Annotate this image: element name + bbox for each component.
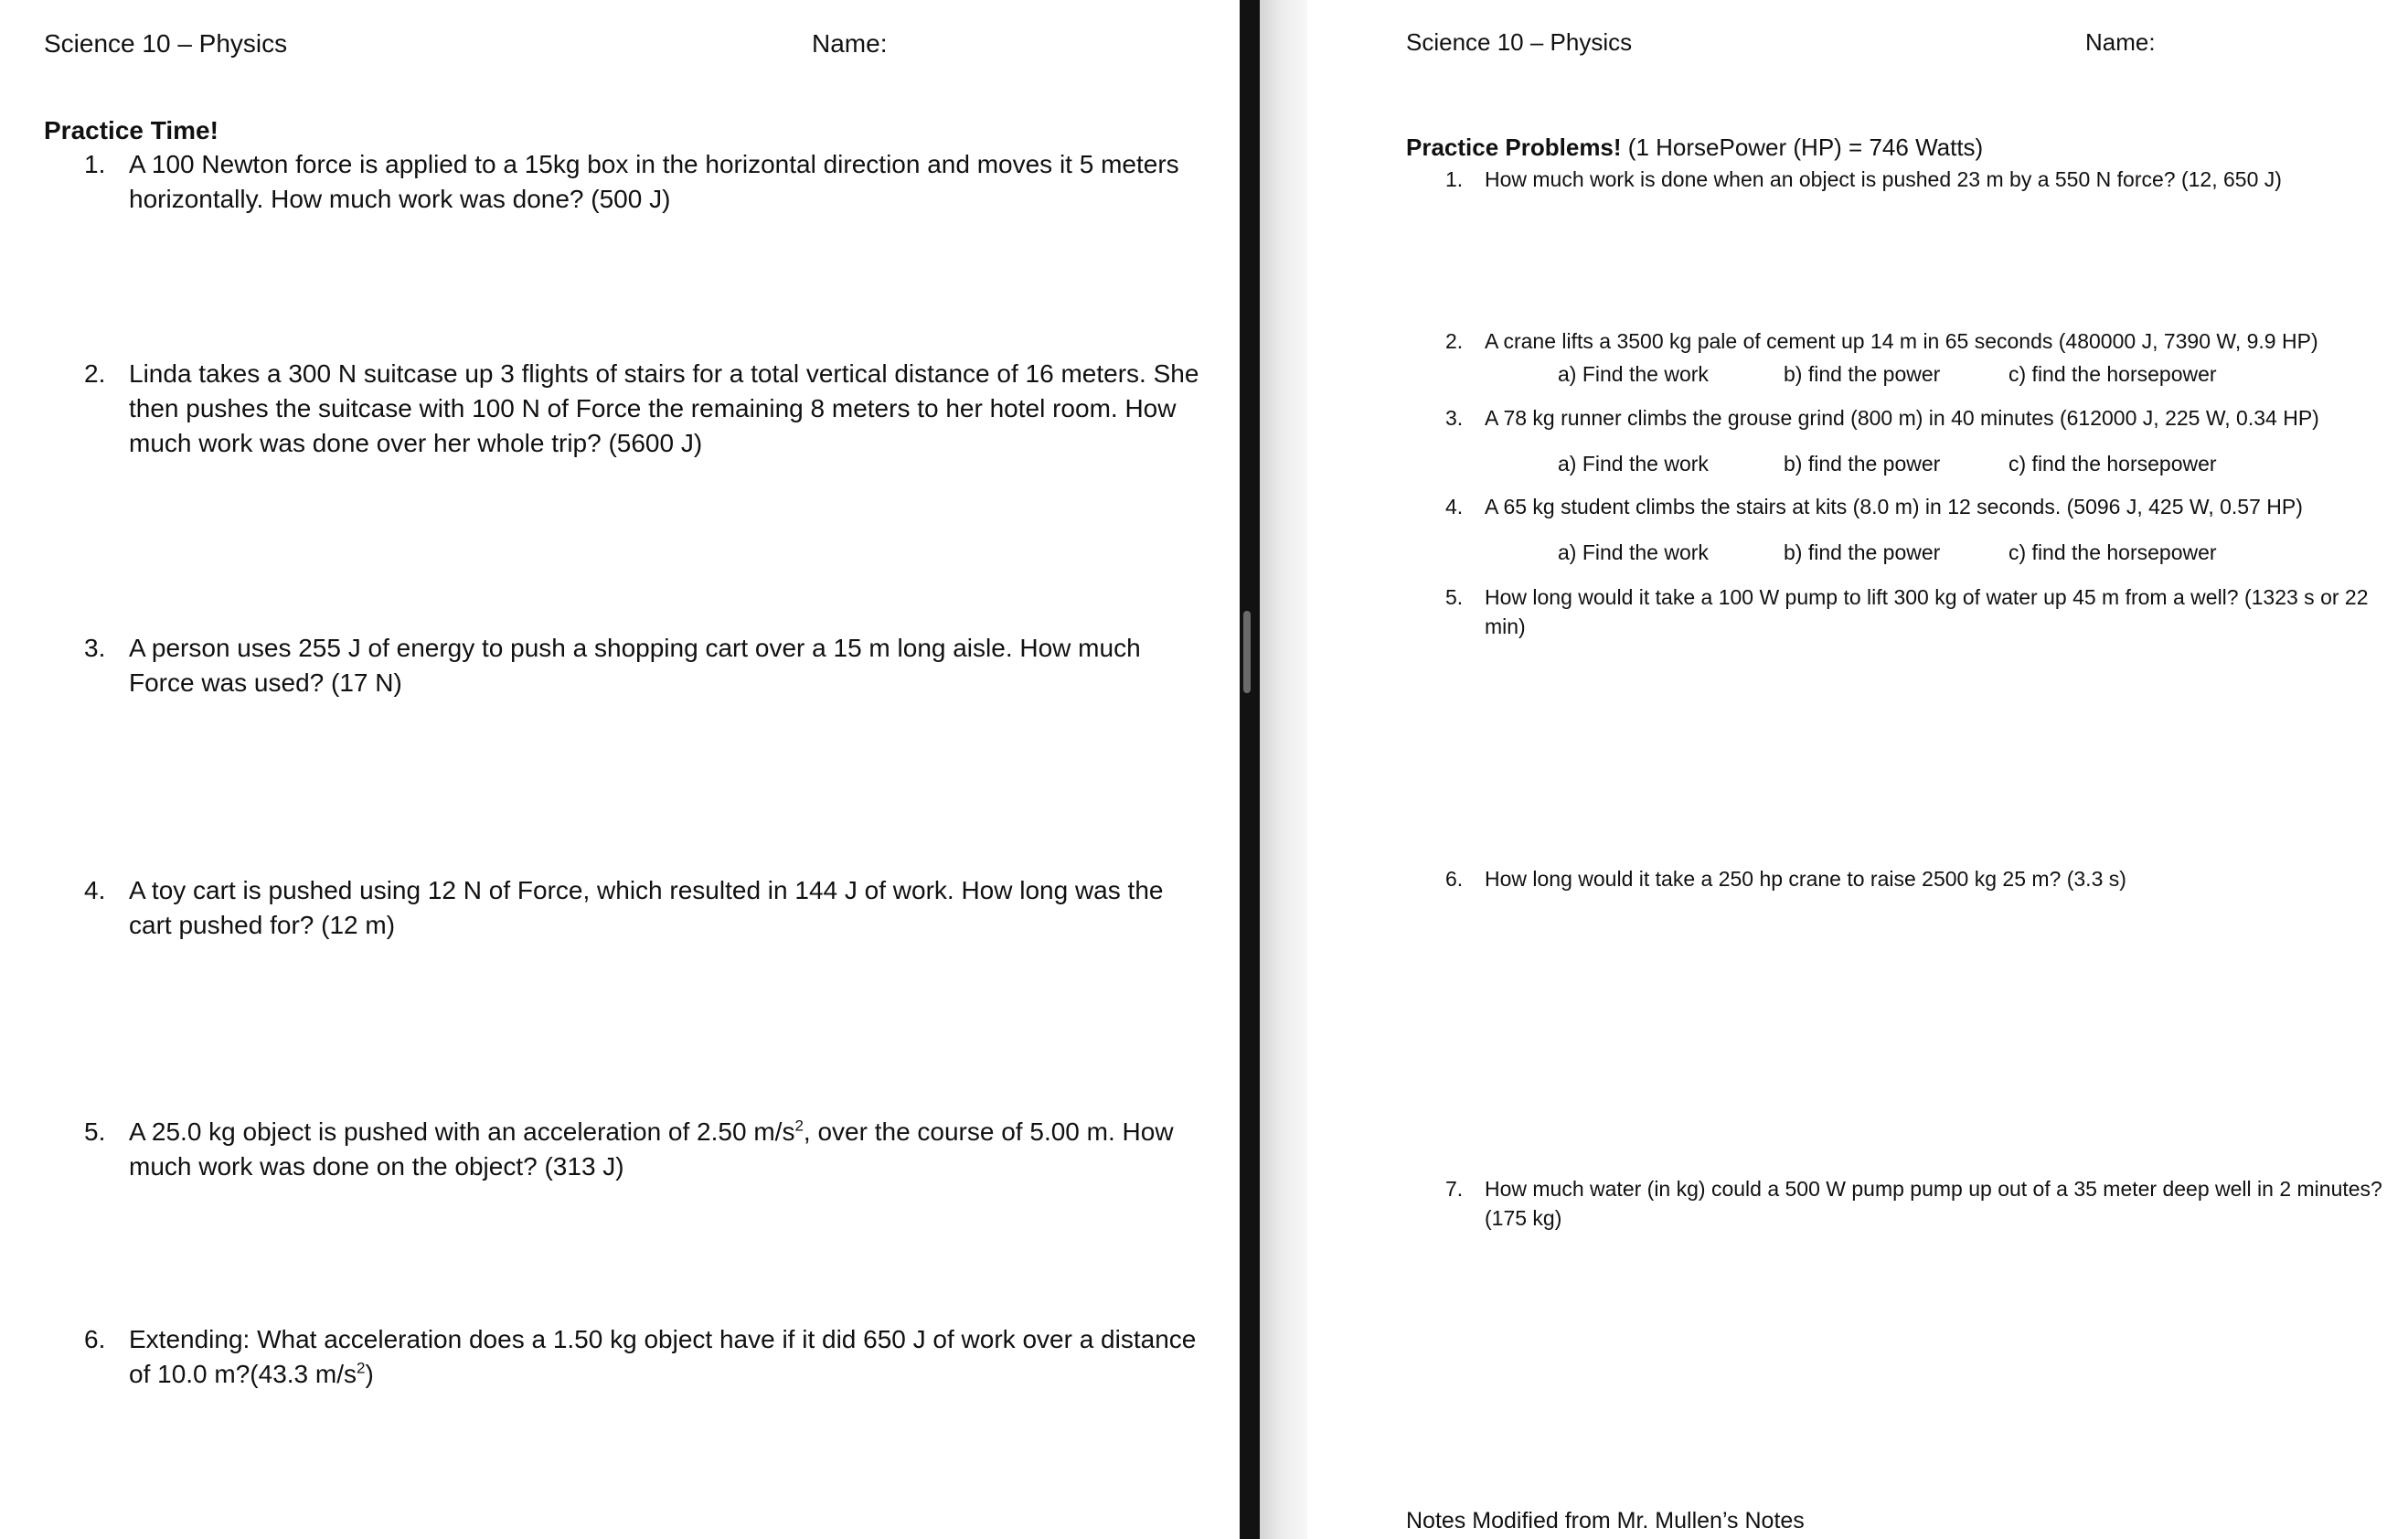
question-text: How much water (in kg) could a 500 W pump pump up out of a 35 meter deep well in 2 minutes? (175 kg) xyxy=(1485,1177,2382,1230)
question-number: 4. xyxy=(84,876,106,904)
question-text: A person uses 255 J of energy to push a shopping cart over a 15 m long aisle. How much Force was used? (17 N) xyxy=(129,634,1141,697)
question-number: 6. xyxy=(84,1325,106,1353)
left-question-6 xyxy=(84,1322,1197,1392)
left-question-2 xyxy=(84,357,1199,461)
left-section-title: Practice Time! xyxy=(44,116,218,144)
split-view-divider[interactable] xyxy=(1240,0,1307,1539)
subpart-find-work: a) Find the work xyxy=(1558,540,1709,564)
divider-drag-handle[interactable] xyxy=(1243,611,1251,693)
question-text: A 25.0 kg object is pushed with an acceleration of 2.50 $m/s^2$, over the course of 5.00 m. How much work was done on the object? (313 J) xyxy=(129,1117,1174,1181)
question-text: How long would it take a 100 W pump to lift 300 kg of water up 45 m from a well? (1323 s or 22 min) xyxy=(1485,585,2369,638)
right-section-title: Practice Problems! (1 HorsePower (HP) = 746 Watts) xyxy=(1406,134,1984,161)
right-header-title: Science 10 – Physics xyxy=(1406,28,1633,56)
right-question-4 xyxy=(1445,492,2408,521)
question-number: 2. xyxy=(84,359,106,388)
subpart-find-work: a) Find the work xyxy=(1558,452,1709,476)
question-text: A 78 kg runner climbs the grouse grind (800 m) in 40 minutes (612000 J, 225 W, 0.34 HP) xyxy=(1485,406,2319,430)
subpart-find-horsepower: c) find the horsepower xyxy=(2008,362,2217,386)
question-text: Linda takes a 300 N suitcase up 3 flights of stairs for a total vertical distance of 16 meters. She then pushes the suitcase with 100 N of Force the remaining 8 meters to her hotel room. How much work was done over her whole trip? (5600 J) xyxy=(129,359,1199,457)
subpart-find-power: b) find the power xyxy=(1784,362,1941,386)
right-question-1 xyxy=(1445,165,2408,194)
question-text: How much work is done when an object is pushed 23 m by a 550 N force? (12, 650 J) xyxy=(1485,167,2282,191)
page-footer: Notes Modified from Mr. Mullen’s Notes xyxy=(1406,1508,1805,1534)
question-number: 3. xyxy=(84,634,106,662)
question-number: 5. xyxy=(1445,585,1464,609)
question-text: A 65 kg student climbs the stairs at kits (8.0 m) in 12 seconds. (5096 J, 425 W, 0.57 HP) xyxy=(1485,495,2303,518)
right-header-name-field: Name: xyxy=(2085,28,2156,56)
right-question-6 xyxy=(1445,864,2408,893)
question-number: 5. xyxy=(84,1117,106,1146)
left-question-1 xyxy=(84,147,1181,217)
question-text: How long would it take a 250 hp crane to raise 2500 kg 25 m? (3.3 s) xyxy=(1485,867,2126,891)
left-header-name-field: Name: xyxy=(812,29,888,58)
subpart-find-power: b) find the power xyxy=(1784,540,1941,564)
subpart-find-horsepower: c) find the horsepower xyxy=(2008,452,2217,476)
subpart-find-horsepower: c) find the horsepower xyxy=(2008,540,2217,564)
question-number: 4. xyxy=(1445,495,1464,518)
right-question-7 xyxy=(1445,1174,2408,1233)
right-question-2 xyxy=(1445,326,2408,356)
question-text: Extending: What acceleration does a 1.50 kg object have if it did 650 J of work over a distance of 10.0 m?(43.3 $m/s^2$) xyxy=(129,1325,1197,1388)
question-number: 3. xyxy=(1445,406,1464,430)
question-number: 1. xyxy=(84,150,106,178)
right-question-3 xyxy=(1445,403,2408,433)
divider-shadow xyxy=(1260,0,1307,1539)
subpart-find-work: a) Find the work xyxy=(1558,362,1709,386)
subpart-find-power: b) find the power xyxy=(1784,452,1941,476)
left-question-4 xyxy=(84,873,1181,943)
superscript-2: 2 xyxy=(357,1359,366,1377)
question-text: A toy cart is pushed using 12 N of Force, which resulted in 144 J of work. How long was the cart pushed for? (12 m) xyxy=(129,876,1164,939)
superscript-2: 2 xyxy=(794,1117,804,1135)
question-number: 7. xyxy=(1445,1177,1464,1201)
divider-bar xyxy=(1240,0,1260,1539)
right-document-page xyxy=(1307,0,2408,1539)
question-number: 2. xyxy=(1445,329,1464,353)
left-question-5 xyxy=(84,1115,1181,1184)
question-number: 6. xyxy=(1445,867,1464,891)
right-question-5 xyxy=(1445,582,2408,641)
question-text: A crane lifts a 3500 kg pale of cement up 14 m in 65 seconds (480000 J, 7390 W, 9.9 HP) xyxy=(1485,329,2318,353)
left-header-title: Science 10 – Physics xyxy=(44,29,288,58)
question-text: A 100 Newton force is applied to a 15kg box in the horizontal direction and moves it 5 meters horizontally. How much work was done? (500 J) xyxy=(129,150,1179,213)
question-number: 1. xyxy=(1445,167,1464,191)
left-question-3 xyxy=(84,631,1181,700)
